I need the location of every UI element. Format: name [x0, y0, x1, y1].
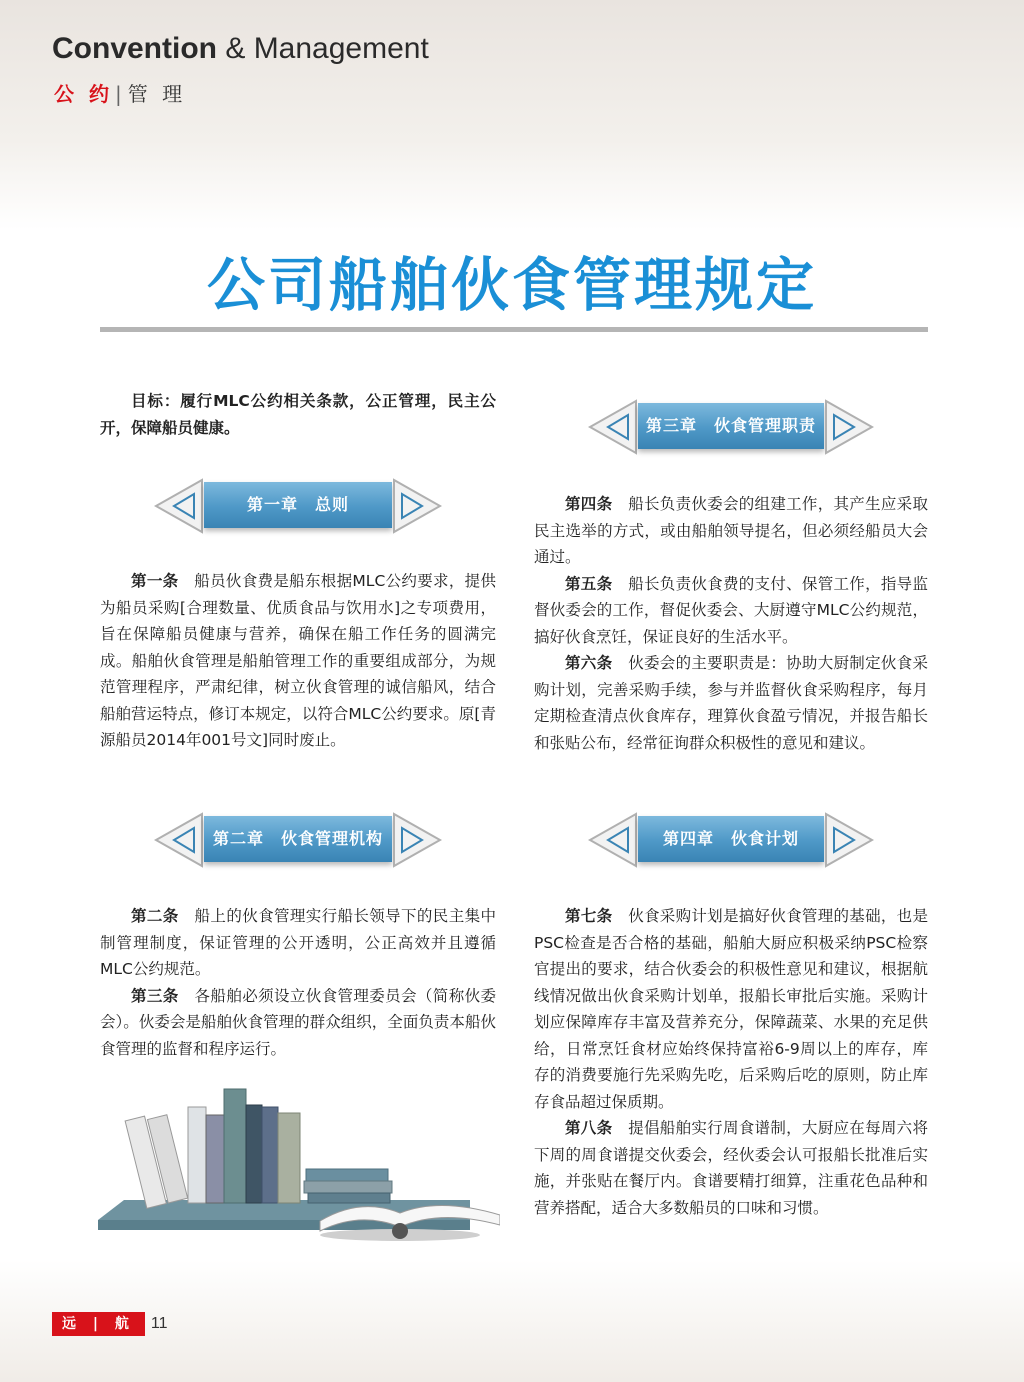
- chapter-4-banner: [586, 810, 876, 870]
- goal-block: [100, 388, 496, 441]
- page-footer: [52, 1312, 167, 1336]
- article-text: 伙委会的主要职责是：协助大厨制定伙食采购计划，完善采购手续，参与并监督伙食采购程序，每月定期检查清点伙食库存，理算伙食盈亏情况，并报告船长和张贴公布，经常征询群众积极性的意见和建议。: [534, 654, 928, 752]
- article-text: 各船舶必须设立伙食管理委员会（简称伙委会）。伙委会是船舶伙食管理的群众组织，全面负责本船伙食管理的监督和程序运行。: [100, 986, 496, 1058]
- chapter-2-heading: 第二章 伙食管理机构: [204, 816, 392, 862]
- chapter-4-body: [534, 903, 928, 1221]
- article-number: 第六条: [565, 654, 613, 672]
- arrow-right-icon: [824, 397, 876, 457]
- chapter-4-heading: 第四章 伙食计划: [638, 816, 824, 862]
- article-text: 提倡船舶实行周食谱制，大厨应在每周六将下周的周食谱提交伙委会，经伙委会认可报船长批准后实施，并张贴在餐厅内。食谱要精打细算，注重花色品种和营养搭配，适合大多数船员的口味和习惯。: [534, 1119, 928, 1217]
- section-header-en-rest: & Management: [225, 32, 429, 65]
- article-2: [100, 903, 496, 983]
- chapter-3-banner: [586, 397, 876, 457]
- article-number: 第七条: [565, 907, 613, 925]
- chapter-3-body: [534, 491, 928, 756]
- goal-text: 目标：履行MLC公约相关条款，公正管理，民主公开，保障船员健康。: [100, 392, 496, 437]
- article-text: 伙食采购计划是搞好伙食管理的基础，也是PSC检查是否合格的基础，船舶大厨应积极采纳PSC检察官提出的要求，结合伙委会的积极性意见和建议，根据航线情况做出伙食采购计划单，报船长审批后实施。采购计划应保障库存丰富及营养充分，保障蔬菜、水果的充足供给，日常烹饪食材应始终保持富裕6-9周以上的库存，库存的消费要施行先采购先吃，后采购后吃的原则，防止库存食品超过保质期。: [534, 907, 928, 1111]
- arrow-left-icon: [586, 810, 638, 870]
- article-text: 船上的伙食管理实行船长领导下的民主集中制管理制度，保证管理的公开透明，公正高效并且遵循MLC公约规范。: [100, 907, 496, 978]
- article-6: [534, 650, 928, 756]
- chapter-2-banner: [152, 810, 444, 870]
- article-3: [100, 983, 496, 1063]
- article-7: [534, 903, 928, 1115]
- article-5: [534, 571, 928, 651]
- article-number: 第八条: [565, 1119, 613, 1137]
- title-divider: [100, 327, 928, 332]
- page-number: 11: [150, 1315, 168, 1332]
- article-number: 第一条: [131, 572, 179, 590]
- article-text: 船长负责伙食费的支付、保管工作，指导监督伙委会的工作，督促伙委会、大厨遵守MLC公约规范，搞好伙食烹饪，保证良好的生活水平。: [534, 574, 928, 646]
- article-number: 第三条: [131, 986, 179, 1005]
- article-text: 船长负责伙委会的组建工作，其产生应采取民主选举的方式，或由船舶领导提名，但必须经船员大会通过。: [534, 495, 928, 566]
- article-1: [100, 568, 496, 754]
- chapter-3-heading: 第三章 伙食管理职责: [638, 403, 824, 449]
- section-header-zh-red: 公 约: [54, 82, 113, 106]
- arrow-right-icon: [824, 810, 876, 870]
- arrow-right-icon: [392, 476, 444, 536]
- article-number: 第四条: [565, 495, 613, 513]
- chapter-1-body: [100, 568, 496, 754]
- article-number: 第五条: [565, 574, 613, 593]
- article-4: [534, 491, 928, 571]
- magazine-tag: 远 | 航: [52, 1312, 145, 1336]
- arrow-left-icon: [152, 810, 204, 870]
- section-header-en: [52, 32, 429, 66]
- section-header-en-bold: Convention: [52, 32, 217, 65]
- section-header-zh-gray: 管 理: [127, 82, 187, 106]
- chapter-1-heading: 第一章 总则: [204, 482, 392, 528]
- page-title: 公司船舶伙食管理规定: [206, 251, 817, 319]
- section-header-zh-separator: |: [114, 82, 126, 106]
- article-number: 第二条: [131, 907, 179, 925]
- books-illustration: [98, 1085, 500, 1245]
- arrow-left-icon: [586, 397, 638, 457]
- section-header-zh: [54, 78, 186, 107]
- article-text: 船员伙食费是船东根据MLC公约要求，提供为船员采购[合理数量、优质食品与饮用水]之专项费用，旨在保障船员健康与营养，确保在船工作任务的圆满完成。船舶伙食管理是船舶管理工作的重要组成部分，为规范管理程序，严肃纪律，树立伙食管理的诚信船风，结合船舶营运特点，修订本规定，以符合MLC公约要求。原[青源船员2014年001号文]同时废止。: [100, 572, 496, 749]
- article-8: [534, 1115, 928, 1221]
- arrow-right-icon: [392, 810, 444, 870]
- chapter-1-banner: [152, 476, 444, 536]
- chapter-2-body: [100, 903, 496, 1062]
- arrow-left-icon: [152, 476, 204, 536]
